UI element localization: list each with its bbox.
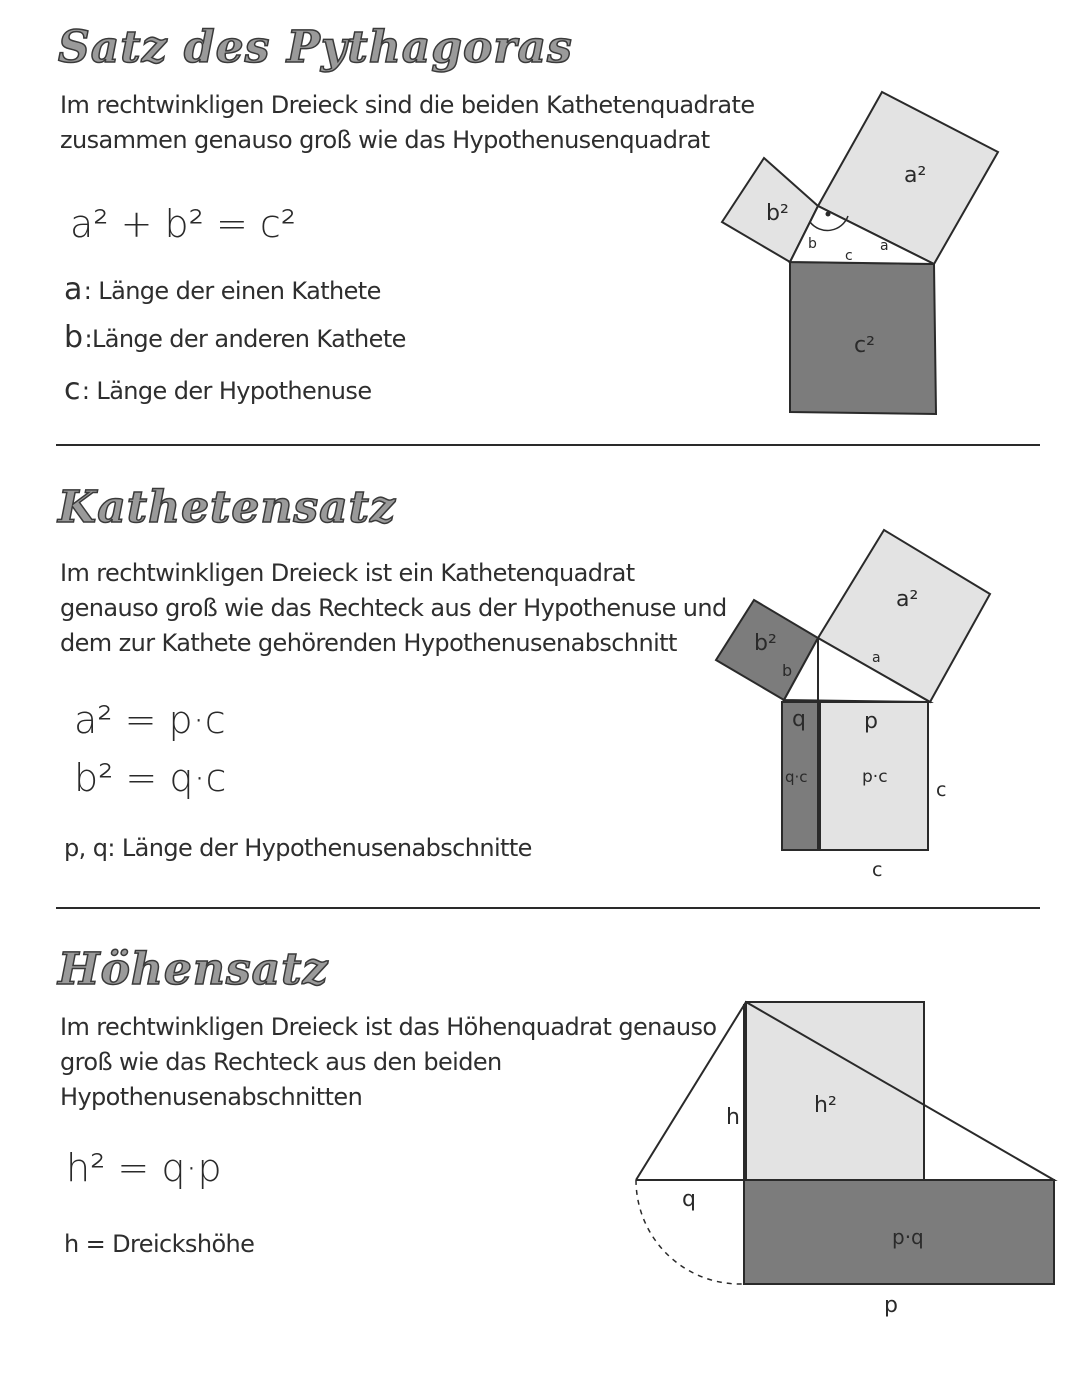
- label-h: h: [726, 1105, 740, 1130]
- description-line: dem zur Kathete gehörenden Hypothenusenabschnitt: [60, 629, 677, 657]
- label-c-squared: c²: [854, 333, 875, 358]
- definition-text: : Länge der einen Kathete: [83, 277, 381, 305]
- section-title: Höhensatz: [58, 944, 329, 995]
- label-p: p: [884, 1293, 898, 1318]
- formula: b² = q·c: [74, 756, 227, 800]
- definition-text: :Länge der anderen Kathete: [84, 325, 406, 353]
- description-line: Im rechtwinkligen Dreieck sind die beiden Kathetenquadrate: [60, 91, 755, 119]
- description-line: genauso groß wie das Rechteck aus der Hypothenuse und: [60, 594, 727, 622]
- label-b-squared: b²: [754, 631, 777, 656]
- label-c: c: [845, 248, 853, 264]
- label-qc: q·c: [785, 768, 808, 786]
- label-h-squared: h²: [814, 1093, 837, 1118]
- label-a: a: [872, 650, 881, 666]
- label-a-squared: a²: [904, 163, 927, 188]
- label-pc: p·c: [862, 767, 888, 787]
- definition-h: h = Dreickshöhe: [64, 1230, 255, 1258]
- label-q: q: [682, 1187, 696, 1212]
- description-line: zusammen genauso groß wie das Hypothenusenquadrat: [60, 126, 710, 154]
- label-b: b: [782, 661, 793, 680]
- definition-key: a: [64, 272, 82, 307]
- definition-key: b: [64, 320, 83, 355]
- label-pq: p·q: [892, 1225, 924, 1249]
- label-b: b: [808, 236, 817, 252]
- description-line: groß wie das Rechteck aus den beiden: [60, 1048, 502, 1076]
- description-line: Im rechtwinkligen Dreieck ist das Höhenquadrat genauso: [60, 1013, 717, 1041]
- label-c-side: c: [936, 779, 947, 801]
- formula: h² = q·p: [66, 1146, 222, 1190]
- definition-pq: p, q: Länge der Hypothenusenabschnitte: [64, 834, 532, 862]
- section-title: Satz des Pythagoras: [58, 22, 573, 73]
- label-c-bottom: c: [872, 859, 883, 881]
- description-line: Im rechtwinkligen Dreieck ist ein Kathetenquadrat: [60, 559, 635, 587]
- label-a: a: [880, 238, 889, 254]
- section-title: Kathetensatz: [58, 482, 396, 533]
- definition-text: : Länge der Hypothenuse: [81, 377, 372, 405]
- label-a-squared: a²: [896, 587, 919, 612]
- label-b-squared: b²: [766, 201, 789, 226]
- label-p: p: [864, 709, 878, 734]
- square-h: [746, 1002, 924, 1180]
- formula: a² + b² = c²: [70, 202, 296, 246]
- description-line: Hypothenusenabschnitten: [60, 1083, 363, 1111]
- formula: a² = p·c: [74, 698, 226, 742]
- definition-key: c: [64, 372, 80, 407]
- label-q: q: [792, 707, 806, 732]
